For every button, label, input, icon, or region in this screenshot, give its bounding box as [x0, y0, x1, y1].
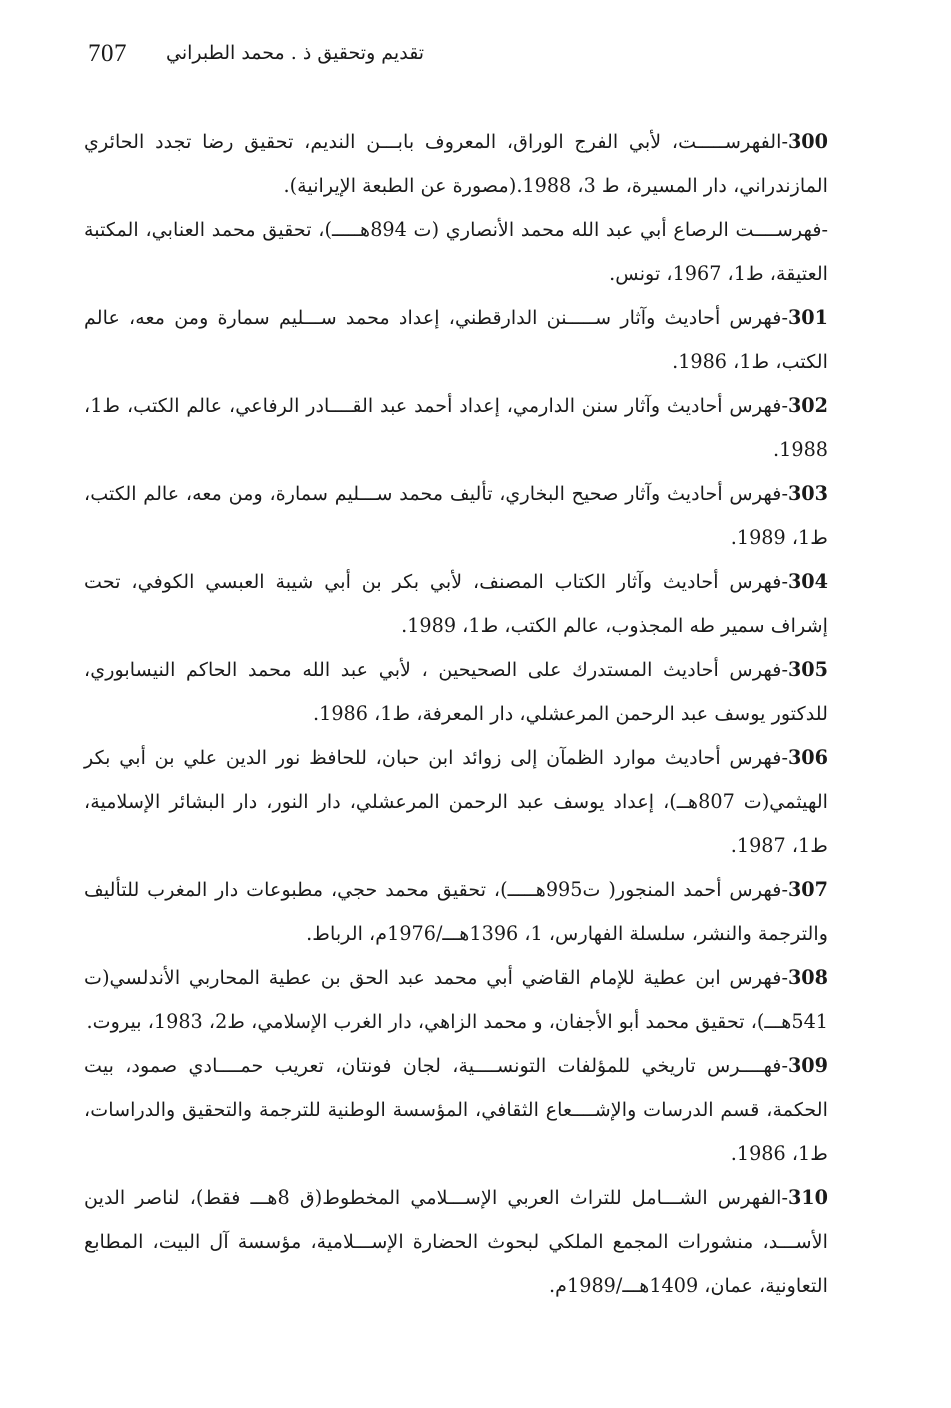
page-number: 707	[88, 40, 127, 67]
bibliography-entry	[84, 384, 828, 472]
bibliography-entry	[84, 956, 828, 1044]
entry-text: -فهرس أحاديث وآثار سنن الدارمي، إعداد أحمد عبد القــــادر الرفاعي، عالم الكتب، ط1، 1988.	[84, 394, 828, 461]
bibliography-entry	[84, 868, 828, 956]
bibliography-entry	[84, 736, 828, 868]
entry-text: -فهرس أحاديث وآثار ســـــنن الدارقطني، إعداد محمد ســـليم سمارة ومن معه، عالم الكتب، ط1، 1986.	[84, 306, 828, 373]
running-title: تقديم وتحقيق ذ . محمد الطبراني	[166, 42, 425, 64]
entry-text: -فهــــرس تاريخي للمؤلفات التونســــية، لجان فونتان، تعريب حمــــادي صمود، بيت الحكمة، قسم الدرسات والإشــــعاع الثقافي، المؤسسة الوطنية للترجمة والتحقيق والدراسات، ط1، 1986.	[84, 1054, 828, 1165]
entry-text: -فهرس أحمد المنجور( ت995هـــــ)، تحقيق محمد حجي، مطبوعات دار المغرب للتأليف والترجمة والنشر، سلسلة الفهارس، 1، 1396هـــ/1976م، الرباط.	[84, 878, 828, 945]
entry-number: 301	[787, 306, 828, 329]
entry-number: 305	[787, 658, 828, 681]
entry-number: 307	[787, 878, 828, 901]
entry-number: 303	[787, 482, 828, 505]
page-header	[0, 36, 951, 76]
bibliography-list	[84, 120, 828, 1308]
bibliography-entry	[84, 648, 828, 736]
bibliography-entry	[84, 472, 828, 560]
entry-number: 302	[787, 394, 828, 417]
bibliography-entry	[84, 1176, 828, 1308]
entry-number: 309	[787, 1054, 828, 1077]
entry-text: -الفهرس الشـــامل للتراث العربي الإســـلامي المخطوط(ق 8هـــ فقط)، لناصر الدين الأســـد، منشورات المجمع الملكي لبحوث الحضارة الإســـلامية، مؤسسة آل البيت، المطابع التعاونية، عمان، 1409هـــ/1989م.	[84, 1186, 828, 1297]
entry-number: 300	[787, 130, 828, 153]
bibliography-entry	[84, 296, 828, 384]
entry-text: -فهرس أحاديث وآثار الكتاب المصنف، لأبي بكر بن أبي شيبة العبسي الكوفي، تحت إشراف سمير طه المجذوب، عالم الكتب، ط1، 1989.	[84, 570, 828, 637]
entry-text: -الفهرســـــت، لأبي الفرج الوراق، المعروف بابـــن النديم، تحقيق رضا تجدد الحائري المازندراني، دار المسيرة، ط 3، 1988.(مصورة عن الطبعة الإيرانية).	[84, 130, 828, 197]
bibliography-entry	[84, 208, 828, 296]
entry-number: 304	[787, 570, 828, 593]
entry-number: 310	[787, 1186, 829, 1209]
bibliography-entry	[84, 120, 828, 208]
entry-text: -فهرس ابن عطية للإمام القاضي أبي محمد عبد الحق بن عطية المحاربي الأندلسي(ت 541هـــ)، تحقيق محمد أبو الأجفان، و محمد الزاهي، دار الغرب الإسلامي، ط2، 1983، بيروت.	[84, 966, 828, 1033]
entry-text: -فهرس أحاديث موارد الظمآن إلى زوائد ابن حبان، للحافظ نور الدين علي بن أبي بكر الهيثمي(ت 807هــ)، إعداد يوسف عبد الرحمن المرعشلي، دار النور، دار البشائر الإسلامية، ط1، 1987.	[84, 746, 828, 857]
bibliography-entry	[84, 560, 828, 648]
bibliography-entry	[84, 1044, 828, 1176]
entry-text: -فهرس أحاديث وآثار صحيح البخاري، تأليف محمد ســـليم سمارة، ومن معه، عالم الكتب، ط1، 1989.	[84, 482, 828, 549]
entry-number: 308	[787, 966, 828, 989]
entry-text: -فهرس أحاديث المستدرك على الصحيحين ، لأبي عبد الله محمد الحاكم النيسابوري، للدكتور يوسف عبد الرحمن المرعشلي، دار المعرفة، ط1، 1986.	[84, 658, 828, 725]
entry-text: -فهرســــت الرصاع أبي عبد الله محمد الأنصاري (ت 894هـــــ)، تحقيق محمد العنابي، المكتبة العتيقة، ط1، 1967، تونس.	[84, 218, 828, 285]
entry-number: 306	[787, 746, 828, 769]
